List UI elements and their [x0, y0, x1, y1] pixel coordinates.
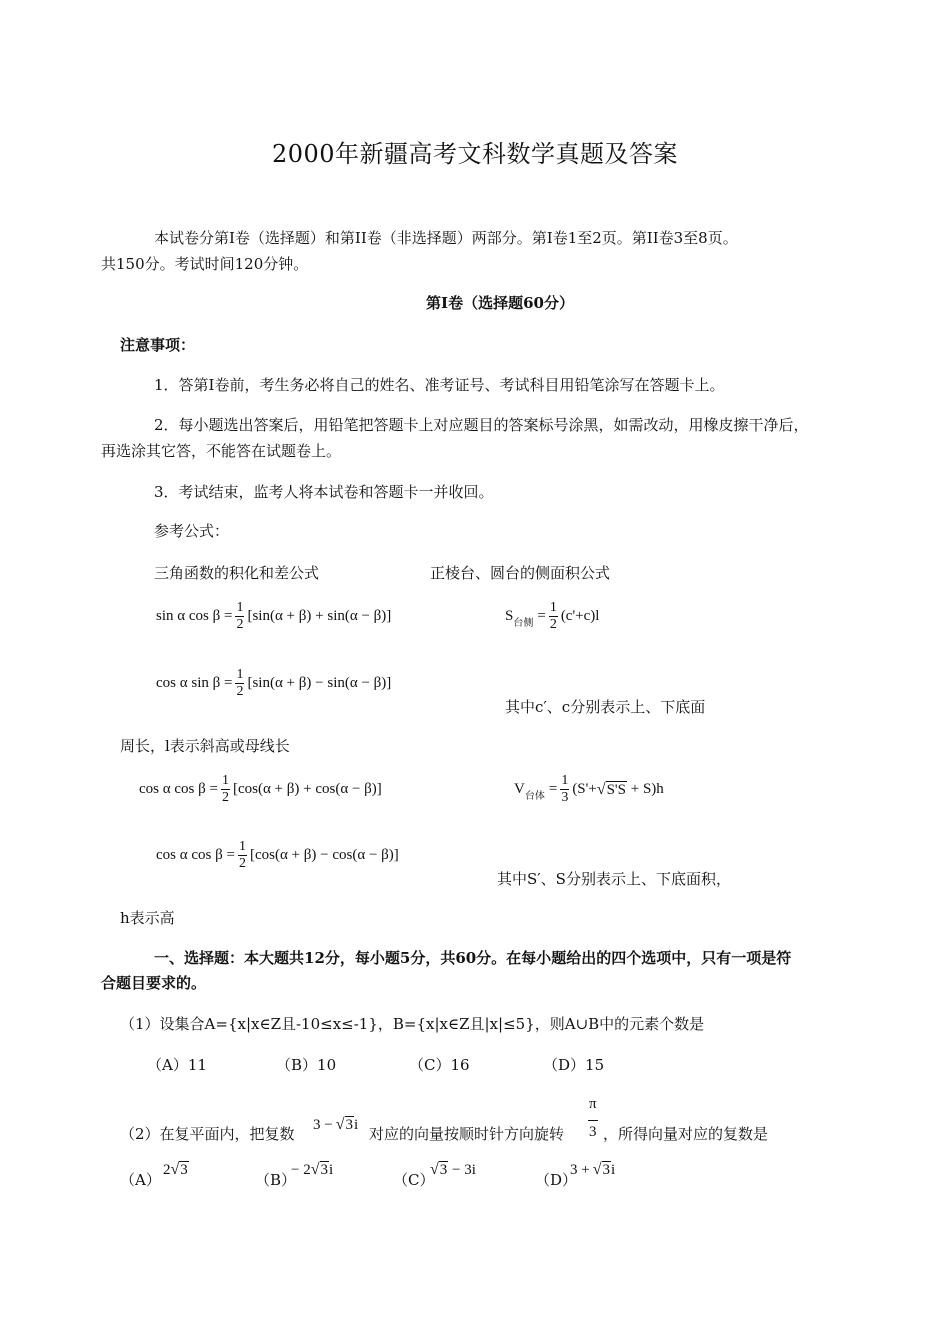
formula-lhs: cos α cos β =: [156, 847, 235, 863]
formula-rhs: [cos(α + β) + cos(α − β)]: [232, 781, 382, 797]
question-2-stem-b: 对应的向量按顺时针方向旋转: [369, 1125, 565, 1143]
q2-option-a-value: 2 √ 3: [163, 1161, 188, 1178]
part-1-heading-line-2: 合题目要求的。: [101, 974, 207, 992]
q2-rotation-angle: [585, 1097, 601, 1140]
square-root: √ 3: [335, 1116, 353, 1133]
q2-option-b-label: （B）: [255, 1171, 297, 1189]
formula-lateral-area: S 台侧 = $\frac{1}{2}$ (c'+c)l: [505, 600, 600, 632]
square-root: √ 3: [170, 1161, 188, 1178]
q2-option-b-value: − 2 √ 3 i: [291, 1161, 334, 1178]
question-2-stem-a: （2）在复平面内，把复数: [120, 1125, 295, 1143]
square-root: √ S'S: [596, 780, 626, 798]
intro-line-2: 共150分。考试时间120分钟。: [101, 255, 309, 273]
notes-heading: 注意事项：: [120, 336, 196, 354]
fraction: $\frac{1}{2}$: [236, 667, 244, 699]
q2-option-c-label: （C）: [393, 1171, 435, 1189]
fraction: $\frac{1}{2}$: [238, 839, 246, 871]
fraction: $\frac{1}{2}$: [236, 600, 244, 632]
q2-complex-number: 3 − √ 3 i: [313, 1116, 359, 1133]
formula-cos-sin: [156, 668, 391, 699]
volume-note-cont: h表示高: [120, 909, 175, 927]
formula-rhs: [cos(α + β) − cos(α − β)]: [249, 847, 399, 863]
trig-formulas-heading: 三角函数的积化和差公式: [154, 564, 320, 582]
formula-rhs: [sin(α + β) − sin(α − β)]: [247, 675, 392, 691]
fraction: $\frac{1}{2}$: [549, 600, 557, 632]
formula-cos-cos-diff: [156, 840, 399, 871]
q2-option-a-label: （A）: [120, 1171, 161, 1189]
q2-option-d-label: （D）: [535, 1171, 578, 1189]
section-1-heading: 第Ⅰ卷（选择题60分）: [426, 294, 574, 312]
lateral-area-note-cont: 周长，l表示斜高或母线长: [120, 737, 290, 755]
formula-sin-cos: [156, 601, 391, 632]
q2-option-c-value: √ 3 − 3i: [430, 1161, 476, 1178]
fraction: $\frac{1}{3}$: [561, 773, 569, 805]
formula-rhs: [sin(α + β) + sin(α − β)]: [247, 608, 392, 624]
part-1-heading-line-1: 一、选择题：本大题共12分，每小题5分，共60分。在每小题给出的四个选项中，只有一项是符: [154, 949, 792, 967]
question-2-stem-c: ，所得向量对应的复数是: [603, 1125, 769, 1143]
q1-option-b: （B）10: [276, 1056, 337, 1074]
q1-option-c: （C）16: [409, 1056, 470, 1074]
square-root: √ 3: [430, 1161, 448, 1178]
fraction: $\frac{\pi}{3}$: [589, 1096, 597, 1140]
frustum-area-heading: 正棱台、圆台的侧面积公式: [430, 564, 611, 582]
fraction: $\frac{1}{2}$: [221, 773, 229, 805]
square-root: √ 3: [592, 1161, 610, 1178]
q1-option-d: （D）15: [543, 1056, 605, 1074]
note-item-2-line-2: 再选涂其它答，不能答在试题卷上。: [101, 442, 342, 460]
page-title: 2000年新疆高考文科数学真题及答案: [271, 140, 679, 168]
square-root: √ 3: [310, 1161, 328, 1178]
q1-option-a: （A）11: [147, 1056, 207, 1074]
intro-line-1: 本试卷分第Ⅰ卷（选择题）和第II卷（非选择题）两部分。第Ⅰ卷1至2页。第II卷3至8页。: [154, 229, 738, 247]
note-item-3: 3．考试结束，监考人将本试卷和答题卡一并收回。: [154, 483, 494, 501]
formula-lhs: cos α sin β =: [156, 675, 233, 691]
formula-cos-cos-sum: [139, 774, 382, 805]
volume-note: 其中S′、S分别表示上、下底面积，: [497, 870, 731, 888]
formula-lhs: cos α cos β =: [139, 781, 218, 797]
formula-frustum-volume: V 台体 = $\frac{1}{3}$ (S'+ √ S'S + S)h: [514, 773, 664, 805]
q2-option-d-value: 3 + √ 3 i: [570, 1161, 616, 1178]
lateral-area-note: 其中c′、c分别表示上、下底面: [505, 698, 706, 716]
formulas-heading: 参考公式：: [154, 522, 230, 540]
note-item-1: 1．答第Ⅰ卷前，考生务必将自己的姓名、准考证号、考试科目用铅笔涂写在答题卡上。: [154, 376, 725, 394]
formula-lhs: sin α cos β =: [156, 608, 233, 624]
note-item-2-line-1: 2．每小题选出答案后，用铅笔把答题卡上对应题目的答案标号涂黑，如需改动，用橡皮擦干净后，: [154, 416, 809, 434]
question-1-stem: （1）设集合A={x|x∈Z且-10≤x≤-1}，B={x|x∈Z且|x|≤5}，则A∪B中的元素个数是: [120, 1015, 705, 1033]
